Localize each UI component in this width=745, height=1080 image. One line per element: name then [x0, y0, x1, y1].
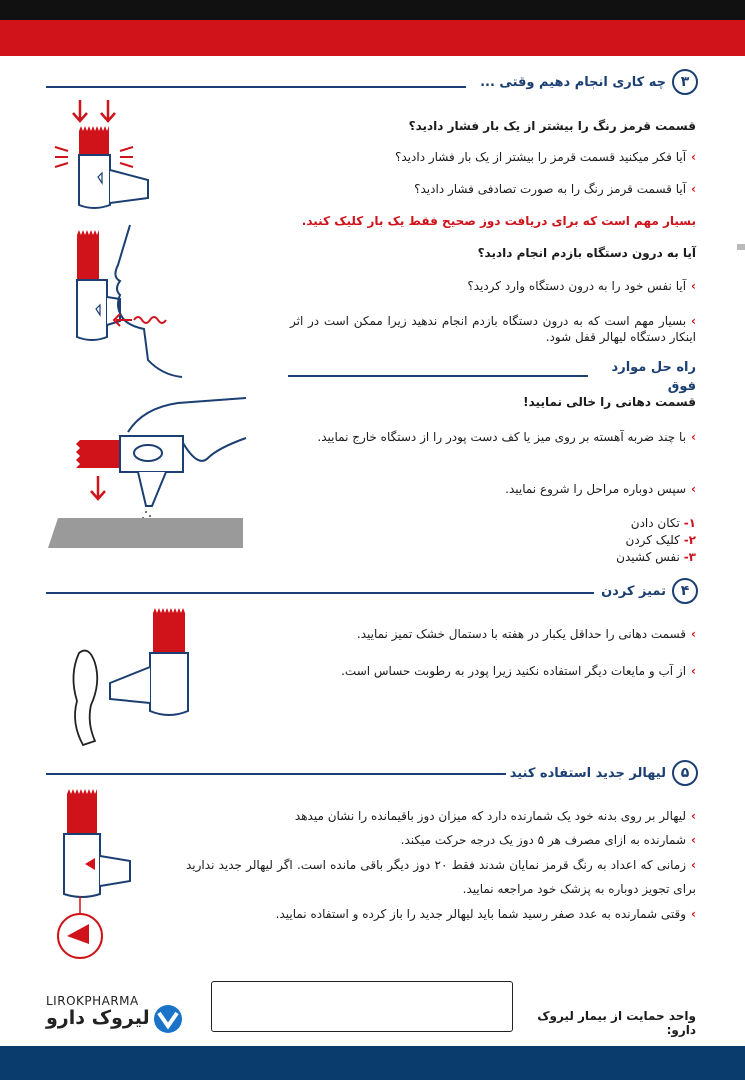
list-item: ›آیا فکر میکنید قسمت قرمز را بیشتر از یک بار فشار دادید؟ [395, 150, 696, 164]
question-pressed-twice: قسمت قرمز رنگ را بیشتر از یک بار فشار دادید؟ [408, 119, 696, 133]
top-dark-bar [0, 0, 745, 20]
section-3-rule [46, 86, 466, 88]
section-3-number: ۳ [672, 69, 698, 95]
list-item: ›بسیار مهم است که به درون دستگاه بازدم انجام ندهید زیرا ممکن است در اثر اینکار دستگاه لیهالر قفل شود. [290, 314, 696, 344]
lirok-logo [46, 994, 186, 1034]
list-item: ›شمارنده به ازای مصرف هر ۵ دوز یک درجه حرکت میکند. [400, 833, 696, 847]
solution-title: راه حل موارد فوق [611, 360, 696, 394]
list-item: ›لیهالر بر روی بدنه خود یک شمارنده دارد که میزان دوز باقیمانده را نشان میدهد [294, 809, 696, 823]
cleaning-illustration [65, 605, 200, 755]
solution-heading: قسمت دهانی را خالی نمایید! [523, 395, 696, 409]
exhale-illustration [72, 225, 202, 385]
logo-brand: LIROKPHARMA [46, 994, 139, 1008]
section-5-rule [46, 773, 506, 775]
section-4-heading [598, 578, 698, 604]
list-item: ›سپس دوباره مراحل را شروع نمایید. [505, 482, 696, 496]
section-3-heading [473, 69, 698, 95]
support-phone-box[interactable] [211, 981, 513, 1032]
section-5-title: لیهالر جدید استفاده کنید [509, 765, 666, 781]
top-red-banner [0, 20, 745, 56]
logo-mark-icon [150, 1004, 186, 1034]
support-label: واحد حمایت از بیمار لیروک دارو: [537, 1009, 696, 1037]
steps-list [560, 515, 696, 566]
list-item: ›زمانی که اعداد به رنگ قرمز نمایان شدند فقط ۲۰ دوز دیگر باقی مانده است. اگر لیهالر جدید ندارید برای تجویز دوباره به پزشک خود مراجعه نمایید. [186, 858, 696, 896]
bottom-navy-bar [0, 1046, 745, 1080]
section-4-title: تمیز کردن [601, 583, 666, 599]
tap-powder-illustration [48, 398, 248, 550]
section-4-number: ۴ [672, 578, 698, 604]
step-item: ۳- نفس کشیدن [616, 550, 696, 564]
warning-text: بسیار مهم است که برای دریافت دوز صحیح فقط یک بار کلیک کنید. [301, 214, 696, 228]
section-3-title: چه کاری انجام دهیم وقتی ... [480, 74, 666, 90]
step-item: ۱- تکان دادن [630, 516, 696, 530]
question-exhaled: آیا به درون دستگاه بازدم انجام دادید؟ [477, 246, 696, 260]
section-4-rule [46, 592, 594, 594]
list-item: ›وقتی شمارنده به عدد صفر رسید شما باید لیهالر جدید را باز کرده و استفاده نمایید. [275, 907, 696, 921]
logo-brand-fa: لیروک دارو [46, 1007, 150, 1029]
inhaler-press-illustration [50, 95, 160, 220]
list-item: ›قسمت دهانی را حداقل یکبار در هفته با دستمال خشک تمیز نمایید. [356, 627, 696, 641]
step-item: ۲- کلیک کردن [625, 533, 696, 547]
solution-rule [288, 375, 588, 377]
section-5-number: ۵ [672, 760, 698, 786]
list-item: ›آیا نفس خود را به درون دستگاه وارد کردید؟ [467, 279, 696, 293]
list-item: ›با چند ضربه آهسته بر روی میز یا کف دست پودر را از دستگاه خارج نمایید. [317, 430, 696, 444]
list-item: ›آیا قسمت قرمز رنگ را به صورت تصادفی فشار دادید؟ [414, 182, 696, 196]
section-5-heading [510, 760, 698, 786]
list-item: ›از آب و مایعات دیگر استفاده نکنید زیرا پودر به رطوبت حساس است. [341, 664, 696, 678]
scroll-indicator[interactable] [737, 244, 745, 250]
dose-counter-illustration [55, 786, 165, 966]
